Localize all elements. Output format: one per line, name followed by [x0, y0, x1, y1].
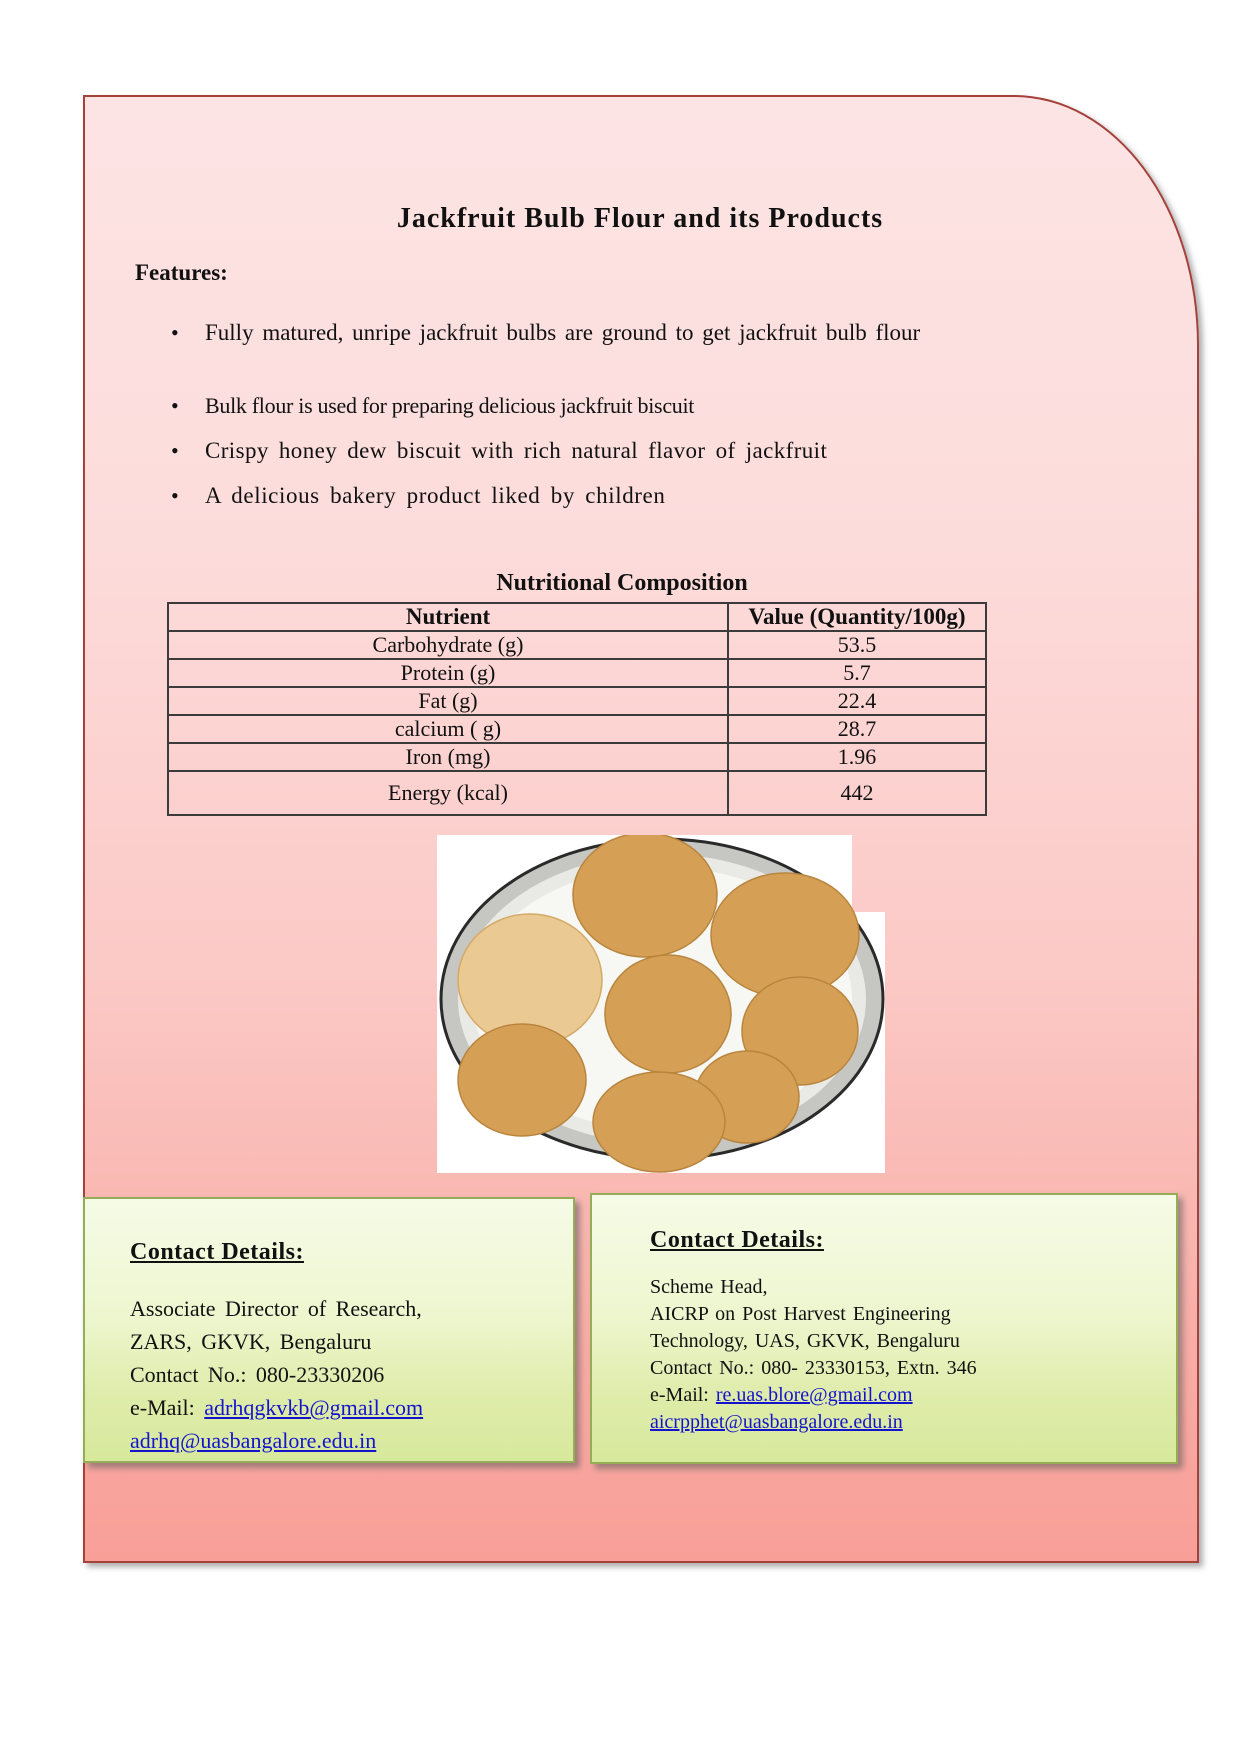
- table-row: [168, 743, 986, 771]
- nutrient-cell: Fat (g): [168, 687, 728, 715]
- biscuit-plate-photo: [437, 835, 885, 1173]
- contact-email-line: [130, 1391, 553, 1424]
- contact-line: AICRP on Post Harvest Engineering: [650, 1303, 951, 1325]
- email-link[interactable]: re.uas.blore@gmail.com: [715, 1384, 913, 1406]
- table-row: [168, 631, 986, 659]
- contact-line: Technology, UAS, GKVK, Bengaluru: [650, 1330, 960, 1352]
- nutrient-cell: Protein (g): [168, 659, 728, 687]
- value-cell: 442: [728, 771, 986, 815]
- biscuit-plate-illustration: [437, 835, 885, 1173]
- biscuit: [593, 1072, 725, 1172]
- contact-card-right: [590, 1193, 1178, 1464]
- nutrition-table: [167, 602, 987, 816]
- column-header-nutrient: Nutrient: [168, 603, 728, 631]
- email-link[interactable]: aicrpphet@uasbangalore.edu.in: [650, 1411, 903, 1433]
- nutrition-table-title: Nutritional Composition: [496, 570, 748, 596]
- email-label: e-Mail:: [650, 1384, 716, 1406]
- column-header-value: Value (Quantity/100g): [728, 603, 986, 631]
- email-link[interactable]: adrhq@uasbangalore.edu.in: [130, 1428, 377, 1453]
- feature-item: • Bulk flour is used for preparing delicious jackfruit biscuit: [205, 391, 973, 421]
- feature-item: • Fully matured, unripe jackfruit bulbs are ground to get jackfruit bulb flour: [205, 318, 973, 348]
- email-link[interactable]: adrhqgkvkb@gmail.com: [204, 1395, 424, 1420]
- value-cell: 5.7: [728, 659, 986, 687]
- biscuit: [605, 955, 731, 1073]
- table-header-row: [168, 603, 986, 631]
- feature-item: • A delicious bakery product liked by children: [205, 481, 973, 511]
- table-row: [168, 771, 986, 815]
- value-cell: 53.5: [728, 631, 986, 659]
- value-cell: 28.7: [728, 715, 986, 743]
- contact-line: Scheme Head,: [650, 1276, 768, 1298]
- contact-email-line: [650, 1382, 1156, 1409]
- nutrient-cell: Carbohydrate (g): [168, 631, 728, 659]
- nutrient-cell: Iron (mg): [168, 743, 728, 771]
- features-heading: Features:: [135, 260, 228, 285]
- email-label: e-Mail:: [130, 1395, 205, 1420]
- value-cell: 1.96: [728, 743, 986, 771]
- nutrient-cell: calcium ( g): [168, 715, 728, 743]
- contact-line: Contact No.: 080-23330206: [130, 1362, 385, 1387]
- feature-item: • Crispy honey dew biscuit with rich natural flavor of jackfruit: [205, 436, 973, 466]
- nutrient-cell: Energy (kcal): [168, 771, 728, 815]
- contact-email-line: [130, 1424, 553, 1457]
- table-row: [168, 715, 986, 743]
- contact-line: Associate Director of Research,: [130, 1296, 422, 1321]
- table-row: [168, 687, 986, 715]
- value-cell: 22.4: [728, 687, 986, 715]
- biscuit: [458, 1024, 586, 1136]
- page-title: Jackfruit Bulb Flour and its Products: [396, 203, 884, 234]
- contact-line: ZARS, GKVK, Bengaluru: [130, 1329, 372, 1354]
- contact-email-line: [650, 1409, 1156, 1436]
- contact-heading: Contact Details:: [130, 1239, 304, 1265]
- contact-card-left: [83, 1197, 575, 1463]
- table-row: [168, 659, 986, 687]
- biscuit: [573, 835, 717, 957]
- contact-line: Contact No.: 080- 23330153, Extn. 346: [650, 1357, 977, 1379]
- contact-heading: Contact Details:: [650, 1227, 824, 1253]
